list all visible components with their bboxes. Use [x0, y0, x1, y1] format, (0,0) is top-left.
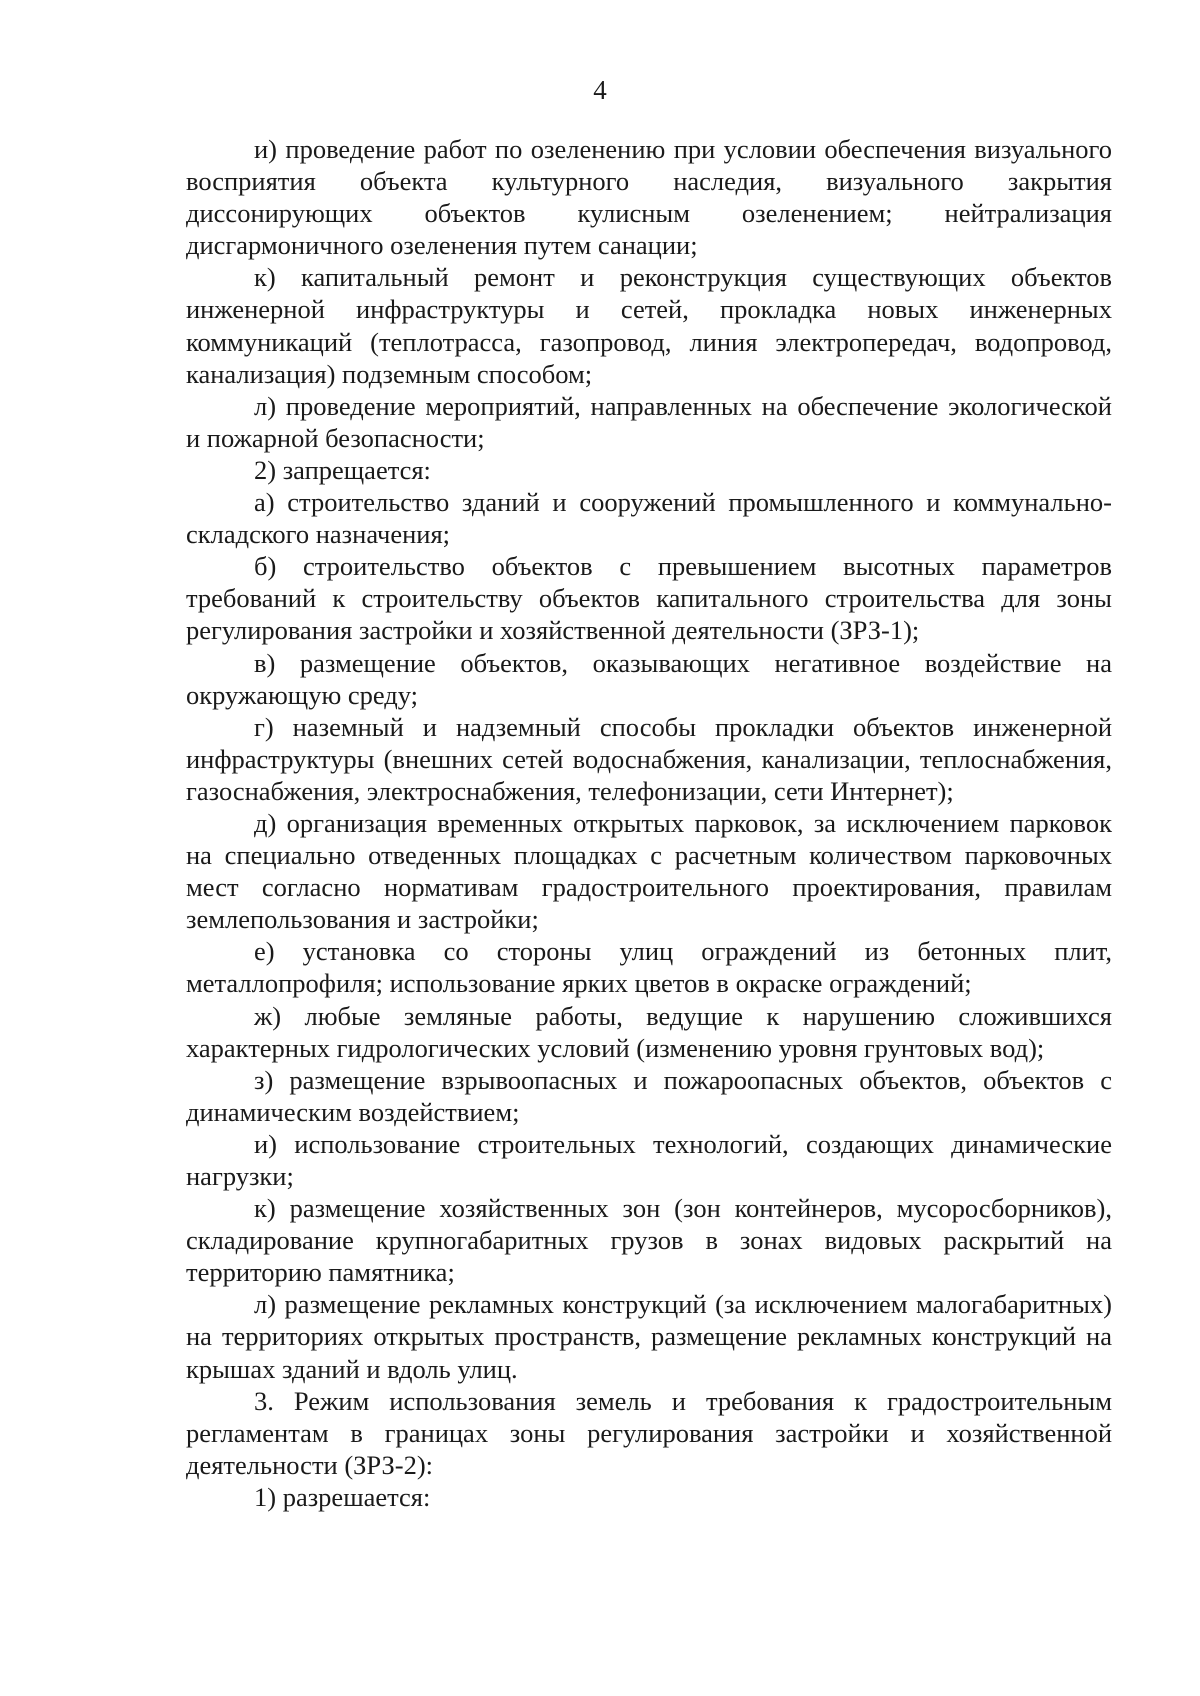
paragraph-zh-earthworks: ж) любые земляные работы, ведущие к нарушению сложившихся характерных гидрологических условий (изменению уровня грунтовых вод);: [186, 1000, 1112, 1063]
paragraph-k-engineering-repair: к) капитальный ремонт и реконструкция существующих объектов инженерной инфраструктуры и сетей, прокладка новых инженерных коммуникаций (теплотрасса, газопровод, линия электропередач, водопровод, канализация) подземным способом;: [186, 262, 1112, 389]
paragraph-i-dynamic-technologies: и) использование строительных технологий, создающих динамические нагрузки;: [186, 1128, 1112, 1191]
paragraph-e-fences: е) установка со стороны улиц ограждений из бетонных плит, металлопрофиля; использование ярких цветов в окраске ограждений;: [186, 936, 1112, 999]
paragraph-l-advertising: л) размещение рекламных конструкций (за исключением малогабаритных) на территориях открытых пространств, размещение рекламных конструкций на крышах зданий и вдоль улиц.: [186, 1289, 1112, 1384]
paragraph-v-negative-impact: в) размещение объектов, оказывающих негативное воздействие на окружающую среду;: [186, 647, 1112, 710]
page-number: 4: [593, 75, 607, 105]
paragraph-2-prohibited: 2) запрещается:: [254, 454, 431, 485]
paragraph-l-safety-measures: л) проведение мероприятий, направленных на обеспечение экологической и пожарной безопасности;: [186, 390, 1112, 453]
document-body: [186, 133, 1112, 1513]
paragraph-k-utility-zones: к) размещение хозяйственных зон (зон контейнеров, мусоросборников), складирование крупногабаритных грузов в зонах видовых раскрытий на территорию памятника;: [186, 1193, 1112, 1288]
paragraph-3-land-use-regime: 3. Режим использования земель и требования к градостроительным регламентам в границах зоны регулирования застройки и хозяйственной деятельности (ЗРЗ-2):: [186, 1385, 1112, 1480]
paragraph-a-industrial-construction: а) строительство зданий и сооружений промышленного и коммунально-складского назначения;: [186, 487, 1112, 550]
paragraph-d-temporary-parking: д) организация временных открытых парковок, за исключением парковок на специально отведенных площадках с расчетным количеством парковочных мест согласно нормативам градостроительного проектирования, правилам землепользования и застройки;: [186, 807, 1112, 935]
paragraph-g-overground-networks: г) наземный и надземный способы прокладки объектов инженерной инфраструктуры (внешних сетей водоснабжения, канализации, теплоснабжения, газоснабжения, электроснабжения, телефонизации, сети Интернет);: [186, 711, 1112, 806]
paragraph-z-hazardous-objects: з) размещение взрывоопасных и пожароопасных объектов, объектов с динамическим воздействием;: [186, 1064, 1112, 1127]
paragraph-1-permitted: 1) разрешается:: [254, 1481, 431, 1512]
paragraph-i-greening: и) проведение работ по озеленению при условии обеспечения визуального восприятия объекта культурного наследия, визуального закрытия диссонирующих объектов кулисным озеленением; нейтрализация дисгармоничного озеленения путем санации;: [186, 134, 1112, 261]
paragraph-b-height-parameters: б) строительство объектов с превышением высотных параметров требований к строительству объектов капитального строительства для зоны регулирования застройки и хозяйственной деятельности (ЗРЗ-1);: [186, 551, 1112, 646]
